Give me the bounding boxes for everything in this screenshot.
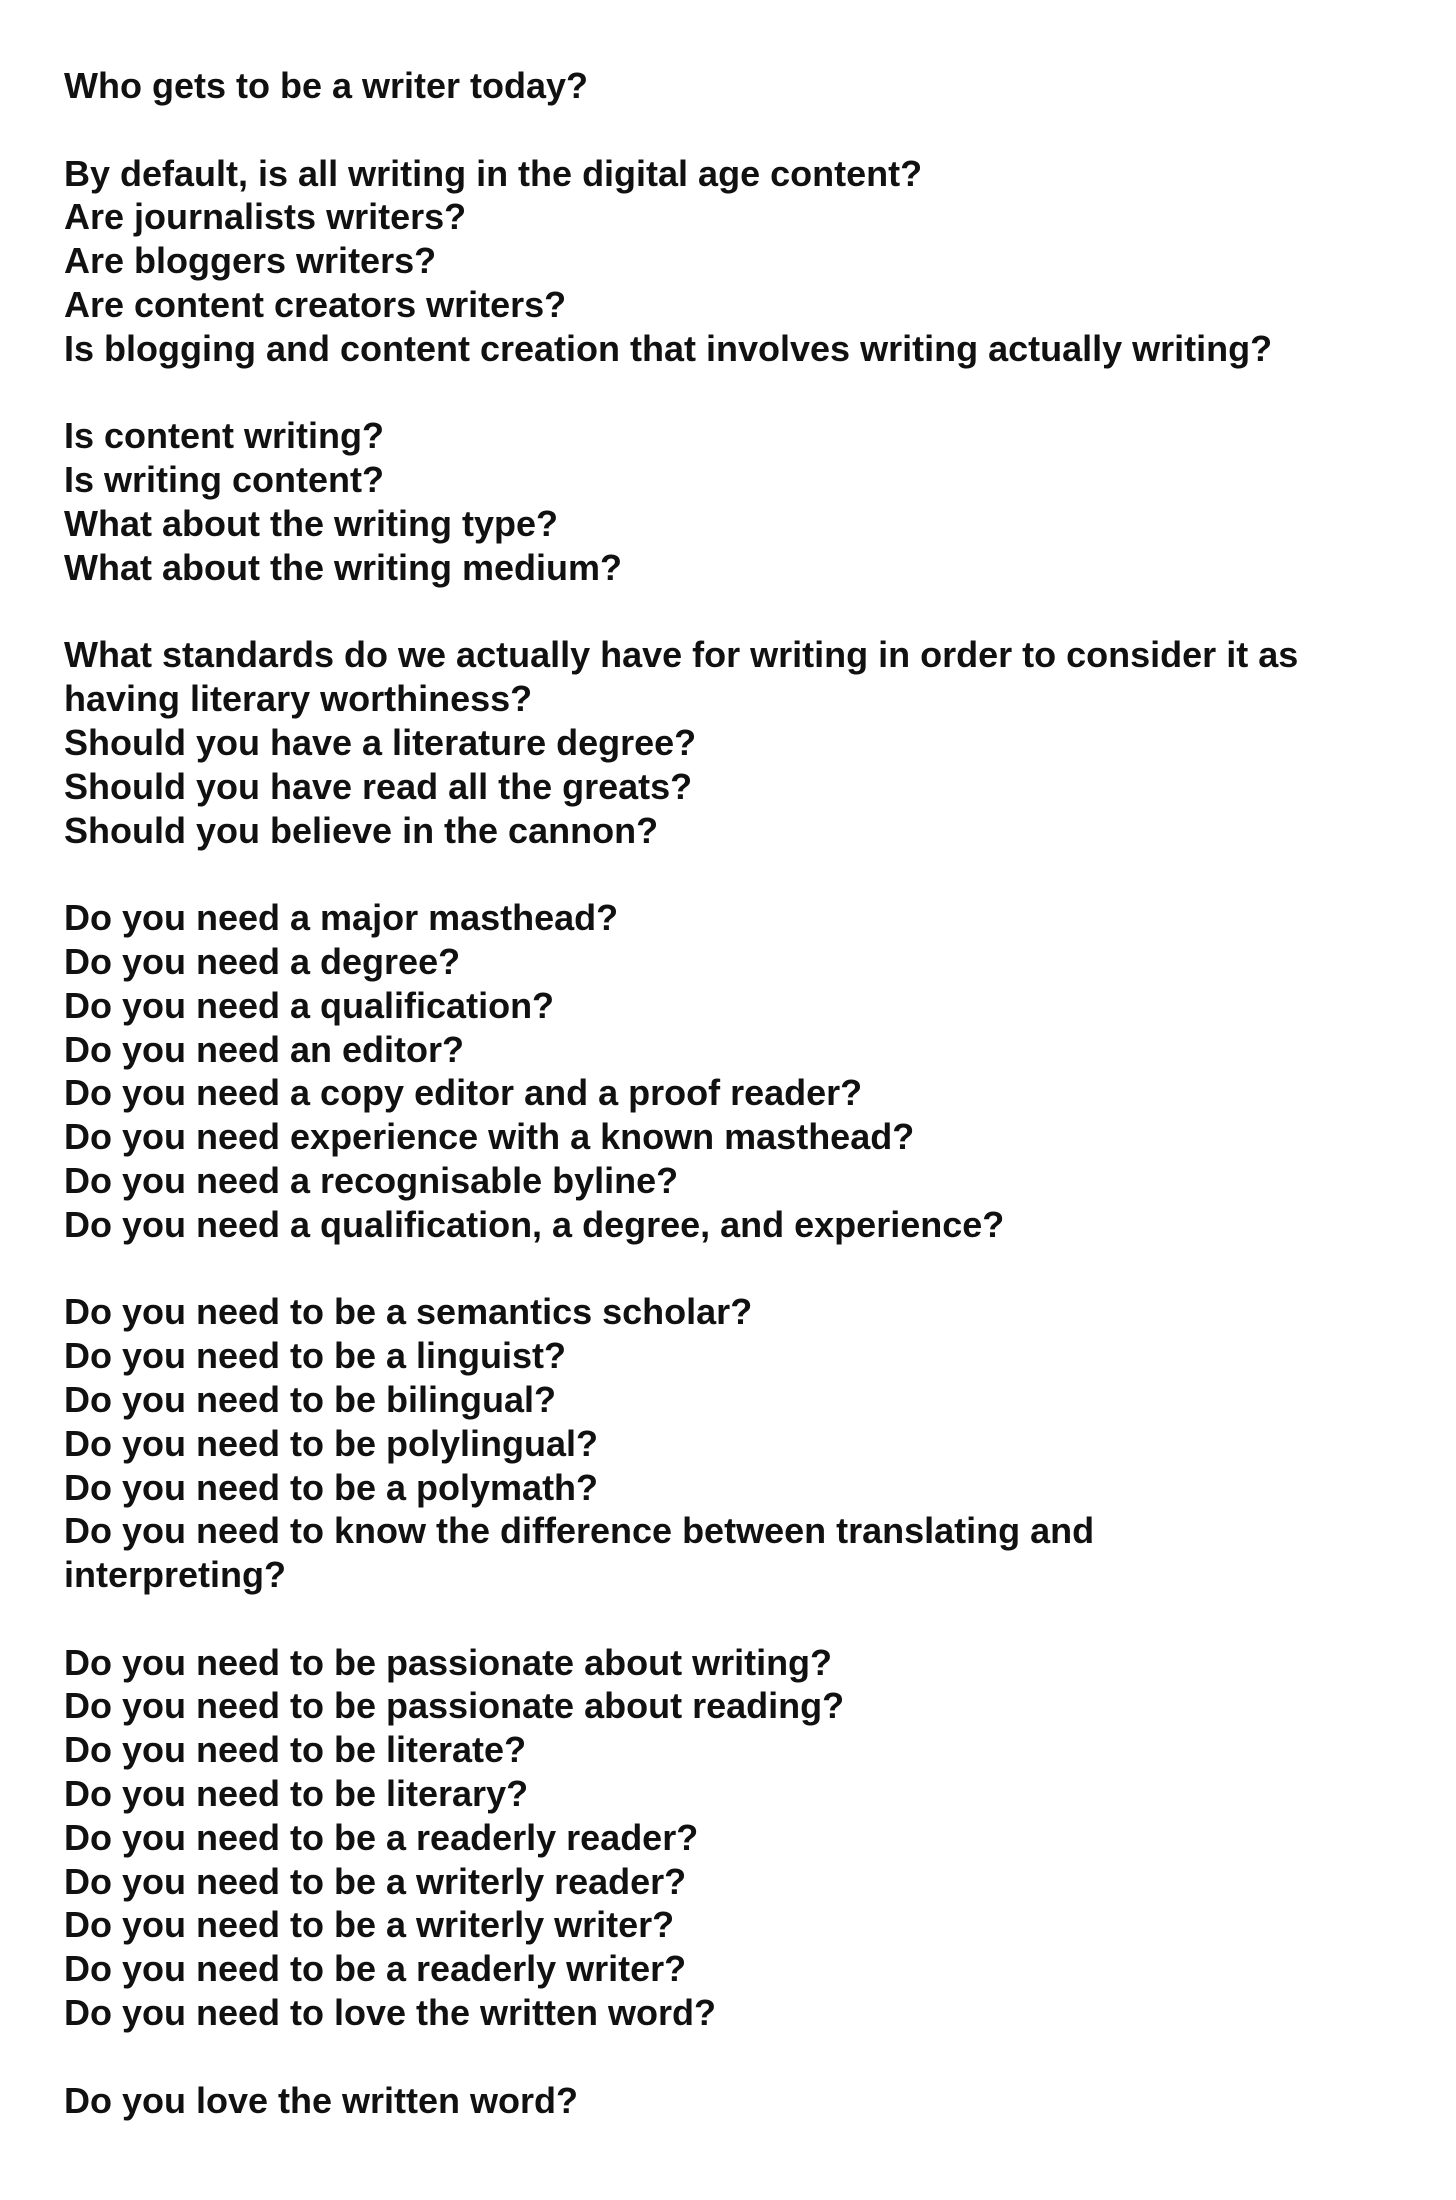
question-line: Is content writing? xyxy=(64,415,384,457)
document-heading: Who gets to be a writer today? xyxy=(64,65,589,106)
question-line: By default, is all writing in the digital age content? xyxy=(64,152,923,194)
question-line: Do you need to be literate? xyxy=(64,1729,527,1771)
question-line: What about the writing type? xyxy=(64,502,558,544)
question-line: Are journalists writers? xyxy=(64,196,467,238)
question-line: Do you need to be a readerly writer? xyxy=(64,1948,687,1990)
question-block-digital-content xyxy=(64,152,1404,371)
question-line: Do you need to be a writerly reader? xyxy=(64,1860,687,1902)
question-line: Are content creators writers? xyxy=(64,283,567,325)
question-line: Do you need to be literary? xyxy=(64,1773,529,1815)
question-block-credentials xyxy=(64,896,1404,1246)
paragraph-gap xyxy=(64,1597,1404,1641)
question-line: Are bloggers writers? xyxy=(64,240,437,282)
paragraph-gap xyxy=(64,108,1404,152)
question-line: Do you need experience with a known masthead? xyxy=(64,1116,915,1158)
question-line: Do you need a qualification, a degree, and experience? xyxy=(64,1203,1005,1245)
question-line: Do you need to be a linguist? xyxy=(64,1335,567,1377)
closing-question: Do you love the written word? xyxy=(64,2079,579,2121)
paragraph-gap xyxy=(64,1247,1404,1291)
question-line: Is writing content? xyxy=(64,459,384,501)
question-line: Do you need to be a readerly reader? xyxy=(64,1816,699,1858)
paragraph-gap xyxy=(64,371,1404,415)
question-line: Do you need to be a polymath? xyxy=(64,1466,599,1508)
question-line: Do you need to be passionate about reading? xyxy=(64,1685,845,1727)
question-line: Do you need to be polylingual? xyxy=(64,1422,599,1464)
question-line: Do you need a qualification? xyxy=(64,984,555,1026)
question-line: Do you need to be bilingual? xyxy=(64,1378,556,1420)
question-block-content-writing xyxy=(64,414,1404,589)
question-line: Do you need to be a writerly writer? xyxy=(64,1904,675,1946)
question-line: Do you need a degree? xyxy=(64,940,461,982)
question-line: Should you have a literature degree? xyxy=(64,721,697,763)
question-block-language-skills xyxy=(64,1290,1404,1597)
question-line: Do you need a copy editor and a proof reader? xyxy=(64,1072,863,1114)
question-line: Do you need an editor? xyxy=(64,1028,465,1070)
question-line: Do you need a major masthead? xyxy=(64,897,619,939)
question-line: Do you need to be a semantics scholar? xyxy=(64,1291,753,1333)
question-line: Do you need to be passionate about writing? xyxy=(64,1641,833,1683)
paragraph-gap xyxy=(64,590,1404,634)
question-line: What about the writing medium? xyxy=(64,546,622,588)
question-line: Should you believe in the cannon? xyxy=(64,809,659,851)
question-line: Do you need a recognisable byline? xyxy=(64,1159,679,1201)
paragraph-gap xyxy=(64,852,1404,896)
question-block-passion xyxy=(64,1641,1404,2035)
paragraph-gap xyxy=(64,2035,1404,2079)
question-line: Do you need to know the difference between translating and interpreting? xyxy=(64,1510,1095,1596)
document-page xyxy=(64,64,1404,2122)
question-line: What standards do we actually have for writing in order to consider it as having literary worthiness? xyxy=(64,634,1299,720)
question-line: Is blogging and content creation that involves writing actually writing? xyxy=(64,327,1273,369)
question-block-literary-standards xyxy=(64,633,1404,852)
question-line: Should you have read all the greats? xyxy=(64,765,693,807)
question-line: Do you need to love the written word? xyxy=(64,1992,717,2034)
